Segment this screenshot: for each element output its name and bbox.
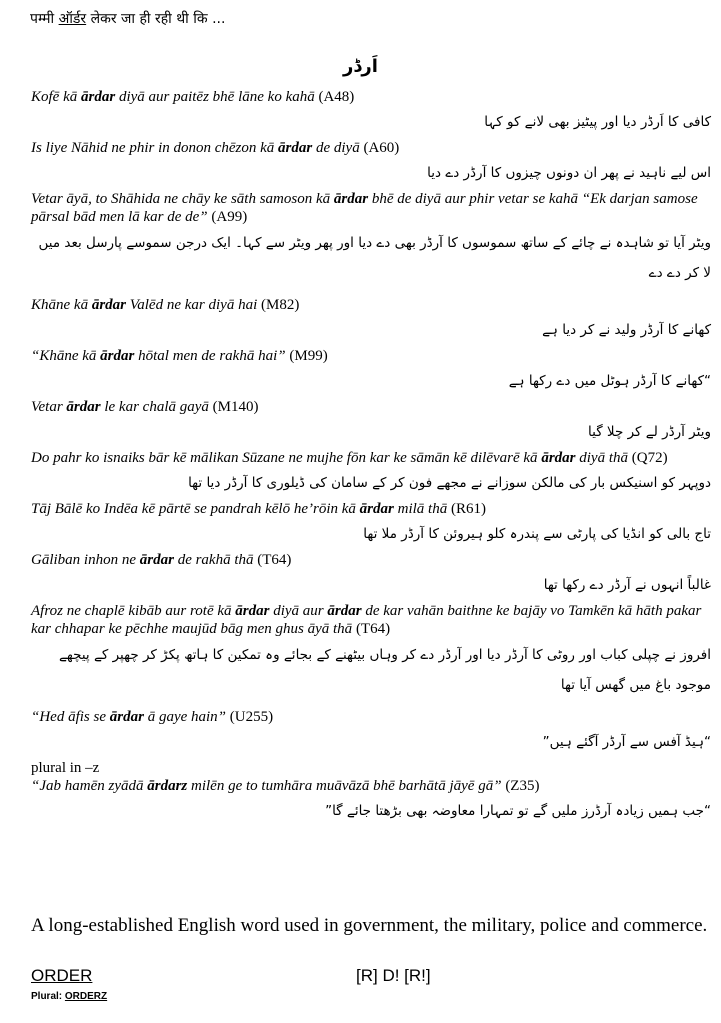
plural-label: Plural: [31, 991, 65, 1002]
transliteration [31, 449, 711, 467]
keyword: ārdar [81, 89, 116, 105]
transliteration [31, 551, 711, 569]
plural-note: plural in –z [31, 760, 100, 776]
transliteration [31, 347, 711, 365]
urdu-sentence: کافی کا اَرڈر دیا اور پیٹیز بھی لانے کو کہا [484, 114, 711, 130]
transliteration-text: hōtal men de rakhā hai” [134, 348, 290, 364]
transliteration [31, 500, 711, 518]
example-entry [31, 777, 711, 820]
transliteration-text: Is liye Nāhid ne phir in donon chēzon kā [31, 140, 279, 156]
example-entry [31, 190, 711, 288]
transliteration-text: “Hed āfis se [31, 709, 110, 725]
urdu-sentence: “کھانے کا آرڈر ہوٹل میں دے رکھا ہے [508, 373, 711, 389]
example-entries [31, 88, 711, 828]
transliteration-text: de rakhā thā [173, 552, 258, 568]
transliteration-text: Vetar āyā, to Shāhida ne chāy ke sāth samoson kā [31, 191, 334, 207]
source-reference: (M82) [261, 297, 300, 313]
transliteration-text: Gāliban inhon ne [31, 552, 140, 568]
keyword: ārdar [541, 450, 576, 466]
transliteration-text: diyā aur [269, 603, 328, 619]
transliteration [31, 602, 711, 638]
intro-hindi-after: लेकर जा ही रही थी कि ... [86, 11, 226, 27]
keyword: ārdar [327, 603, 362, 619]
transliteration-text: Kofē kā [31, 89, 81, 105]
example-entry [31, 500, 711, 543]
source-reference: (A60) [363, 140, 400, 156]
keyword: ārdar [139, 552, 174, 568]
transliteration-text: Afroz ne chaplē kibāb aur rotē kā [31, 603, 236, 619]
keyword: ārdar [235, 603, 270, 619]
transliteration-text: diyā thā [575, 450, 632, 466]
word-description: A long-established English word used in government, the military, police and commerce. [31, 915, 708, 936]
pronunciation: [R] D! [R!] [356, 966, 431, 985]
example-entry [31, 708, 711, 751]
intro-hindi-line [30, 9, 225, 28]
urdu-sentence: دوپہر کو اسنیکس بار کی مالکن سوزانے نے مجھے فون کر کے سامان کی ڈیلوری کا آرڈر دیا تھا [188, 475, 711, 491]
keyword: ārdarz [147, 778, 188, 794]
example-entry [31, 139, 711, 182]
source-reference: (A48) [318, 89, 355, 105]
urdu-sentence: تاج بالی کو انڈیا کی پارٹی سے پندرہ کلو ہیروئن کا آرڈر ملا تھا [363, 526, 711, 542]
source-reference: (U255) [229, 709, 274, 725]
transliteration-text: bhē de diyā aur phir vetar se kahā “Ek darjan samose pārsal bād men lā kar de de” [31, 191, 698, 225]
transliteration-text: Valēd ne kar diyā hai [126, 297, 261, 313]
transliteration-text: milēn ge to tumhāra muāvāzā bhē barhātā jāyē gā” [187, 778, 506, 794]
keyword: ārdar [100, 348, 135, 364]
plural-form [31, 991, 107, 1002]
urdu-sentence: ویٹر آرڈر لے کر چلا گیا [588, 424, 711, 440]
transliteration-text: de diyā [312, 140, 364, 156]
example-entry [31, 602, 711, 700]
urdu-headword: اَرڈر [343, 56, 378, 77]
transliteration [31, 398, 711, 416]
source-reference: (T64) [257, 552, 292, 568]
transliteration-text: Vetar [31, 399, 67, 415]
source-reference: (Q72) [631, 450, 668, 466]
example-entry [31, 296, 711, 339]
example-entry [31, 449, 711, 492]
headword-label [31, 966, 92, 986]
transliteration-text: milā thā [393, 501, 451, 517]
transliteration [31, 139, 711, 157]
transliteration-text: diyā aur paitēz bhē lāne ko kahā [115, 89, 319, 105]
transliteration-text: Khāne kā [31, 297, 92, 313]
transliteration [31, 88, 711, 106]
keyword: ārdar [91, 297, 127, 313]
source-reference: (T64) [355, 621, 391, 637]
source-reference: (Z35) [505, 778, 540, 794]
keyword: ārdar [109, 709, 144, 725]
transliteration-text: ā gaye hain” [143, 709, 230, 725]
plural-word: ORDERZ [64, 991, 108, 1002]
example-entry [31, 398, 711, 441]
keyword: ārdar [278, 140, 313, 156]
urdu-sentence: ویٹر آیا تو شاہدہ نے چائے کے ساتھ سموسوں کا آرڈر بھی دے دیا اور پھر ویٹر سے کہا۔ ایک درجن سموسے پارسل بعد میں لا کر دے دے [38, 235, 711, 281]
urdu-sentence: “جب ہمیں زیادہ آرڈرز ملیں گے تو تمہارا معاوضہ بھی بڑھتا جائے گا” [325, 803, 711, 819]
source-reference: (A99) [211, 209, 248, 225]
transliteration [31, 777, 711, 795]
source-reference: (R61) [450, 501, 486, 517]
transliteration-text: le kar chalā gayā [100, 399, 213, 415]
headword: ORDER [31, 966, 93, 985]
source-reference: (M99) [289, 348, 328, 364]
urdu-sentence: غالباً انہوں نے آرڈر دے رکھا تھا [543, 577, 711, 593]
example-entry [31, 551, 711, 594]
transliteration-text: de kar vahān baithne ke bajāy vo Tamkēn kā hāth pakar kar chhapar ke pēchhe maujūd bāg men ghus āyā thā [31, 603, 702, 637]
urdu-sentence: افروز نے چپلی کباب اور روٹی کا آرڈر دیا اور آرڈر دے کر وہاں بیٹھنے کے بجائے وہ تمکین کا ہاتھ پکڑ کر چھپر کے پیچھے موجود باغ میں گھس آیا تھا [58, 647, 711, 693]
urdu-sentence: “ہیڈ آفس سے آرڈر آگئے ہیں” [542, 734, 711, 750]
transliteration-text: “Jab hamēn zyādā [31, 778, 148, 794]
source-reference: (M140) [212, 399, 259, 415]
urdu-sentence: کھانے کا آرڈر ولید نے کر دیا ہے [542, 322, 711, 338]
urdu-sentence: اس لیے ناہید نے پھر ان دونوں چیزوں کا آرڈر دے دیا [427, 165, 711, 181]
keyword: ārdar [333, 191, 369, 207]
keyword: ārdar [359, 501, 394, 517]
transliteration-text: Do pahr ko isnaiks bār kē mālikan Sūzane ne mujhe fōn kar ke sāmān kē dilēvarē kā [31, 450, 542, 466]
transliteration-text: Tāj Bālē ko Indēa kē pārtē se pandrah kēlō he’rōin kā [31, 501, 360, 517]
transliteration [31, 296, 711, 314]
intro-hindi-before: पम्मी [30, 11, 59, 27]
example-entry [31, 88, 711, 131]
transliteration [31, 190, 711, 226]
keyword: ārdar [66, 399, 101, 415]
transliteration [31, 708, 711, 726]
example-entry [31, 347, 711, 390]
intro-hindi-keyword: ऑर्डर [58, 11, 87, 27]
transliteration-text: “Khāne kā [31, 348, 101, 364]
